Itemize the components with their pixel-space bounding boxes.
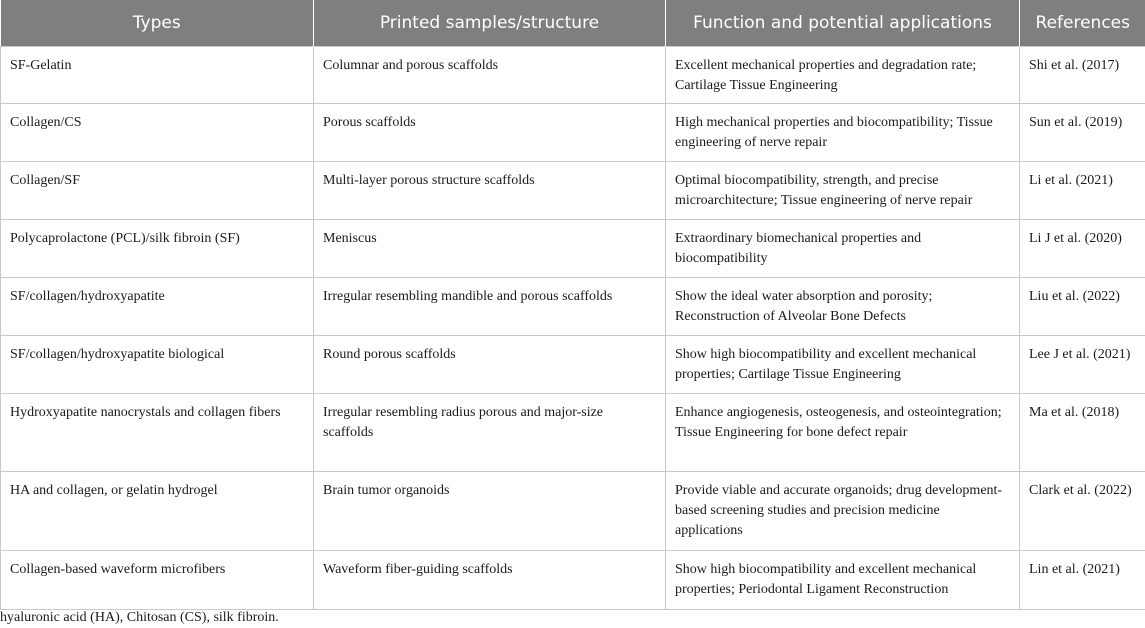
cell-type: Collagen-based waveform microfibers <box>1 551 314 610</box>
cell-function: Show the ideal water absorption and porosity; Reconstruction of Alveolar Bone Defects <box>666 278 1020 336</box>
cell-structure: Multi-layer porous structure scaffolds <box>314 162 666 220</box>
cell-reference: Shi et al. (2017) <box>1020 47 1145 104</box>
table-row <box>1 104 1145 162</box>
cell-function: Enhance angiogenesis, osteogenesis, and osteointegration; Tissue Engineering for bone defect repair <box>666 394 1020 472</box>
table-row <box>1 472 1145 551</box>
cell-type: Hydroxyapatite nanocrystals and collagen fibers <box>1 394 314 472</box>
cell-function: Show high biocompatibility and excellent mechanical properties; Cartilage Tissue Engineering <box>666 336 1020 394</box>
cell-type: SF/collagen/hydroxyapatite biological <box>1 336 314 394</box>
cell-reference: Li et al. (2021) <box>1020 162 1145 220</box>
table-row <box>1 162 1145 220</box>
cell-structure: Porous scaffolds <box>314 104 666 162</box>
table-row <box>1 220 1145 278</box>
header-types: Types <box>1 0 314 47</box>
cell-structure: Irregular resembling mandible and porous scaffolds <box>314 278 666 336</box>
cell-reference: Lin et al. (2021) <box>1020 551 1145 610</box>
cell-type: Collagen/SF <box>1 162 314 220</box>
cell-structure: Irregular resembling radius porous and major-size scaffolds <box>314 394 666 472</box>
table-row <box>1 394 1145 472</box>
table-row <box>1 336 1145 394</box>
cell-reference: Ma et al. (2018) <box>1020 394 1145 472</box>
cell-type: SF/collagen/hydroxyapatite <box>1 278 314 336</box>
cell-function: High mechanical properties and biocompatibility; Tissue engineering of nerve repair <box>666 104 1020 162</box>
cell-function: Extraordinary biomechanical properties and biocompatibility <box>666 220 1020 278</box>
header-references: References <box>1020 0 1145 47</box>
cell-reference: Clark et al. (2022) <box>1020 472 1145 551</box>
header-function: Function and potential applications <box>666 0 1020 47</box>
cell-structure: Round porous scaffolds <box>314 336 666 394</box>
cell-type: SF-Gelatin <box>1 47 314 104</box>
table-row <box>1 278 1145 336</box>
header-printed-samples: Printed samples/structure <box>314 0 666 47</box>
cell-type: Polycaprolactone (PCL)/silk fibroin (SF) <box>1 220 314 278</box>
table-footnote: hyaluronic acid (HA), Chitosan (CS), silk fibroin. <box>0 610 279 625</box>
cell-function: Excellent mechanical properties and degradation rate; Cartilage Tissue Engineering <box>666 47 1020 104</box>
table-row <box>1 551 1145 610</box>
cell-structure: Columnar and porous scaffolds <box>314 47 666 104</box>
cell-function: Optimal biocompatibility, strength, and precise microarchitecture; Tissue engineering of nerve repair <box>666 162 1020 220</box>
cell-reference: Lee J et al. (2021) <box>1020 336 1145 394</box>
table-header-row <box>1 0 1145 47</box>
table-row <box>1 47 1145 104</box>
cell-type: Collagen/CS <box>1 104 314 162</box>
cell-type: HA and collagen, or gelatin hydrogel <box>1 472 314 551</box>
cell-structure: Meniscus <box>314 220 666 278</box>
cell-function: Show high biocompatibility and excellent mechanical properties; Periodontal Ligament Reconstruction <box>666 551 1020 610</box>
cell-reference: Sun et al. (2019) <box>1020 104 1145 162</box>
cell-structure: Waveform fiber-guiding scaffolds <box>314 551 666 610</box>
cell-function: Provide viable and accurate organoids; drug development-based screening studies and precision medicine applications <box>666 472 1020 551</box>
cell-reference: Li J et al. (2020) <box>1020 220 1145 278</box>
cell-structure: Brain tumor organoids <box>314 472 666 551</box>
cell-reference: Liu et al. (2022) <box>1020 278 1145 336</box>
